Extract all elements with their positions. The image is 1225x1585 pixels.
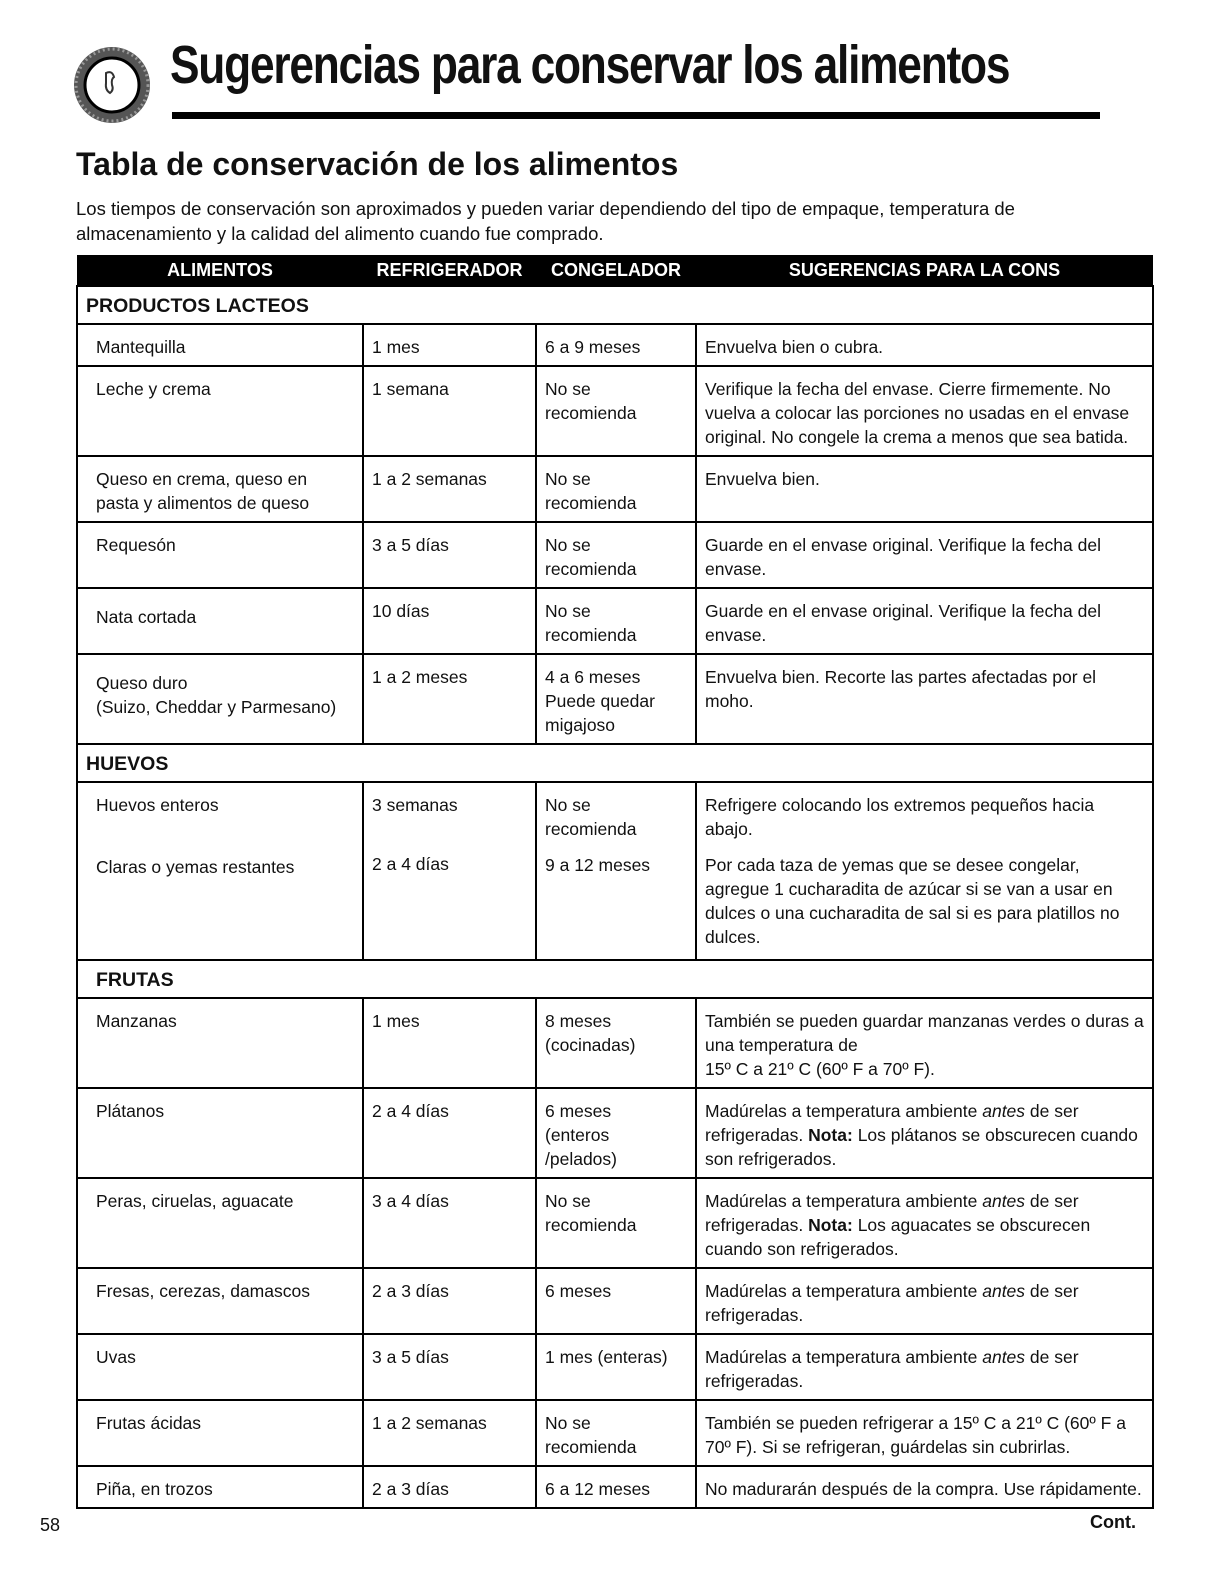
page-number: 58 <box>40 1515 61 1535</box>
table-row <box>77 654 1153 744</box>
tip-text: Madúrelas a temperatura ambiente <box>705 1191 983 1211</box>
table-row <box>77 1466 1153 1508</box>
section-title-eggs: HUEVOS <box>77 744 1153 782</box>
freezer-cell: No se recomienda <box>536 366 696 456</box>
food-cell: Uvas <box>77 1334 363 1400</box>
fridge-cell: 1 a 2 meses <box>363 654 536 744</box>
tip-cell: Envuelva bien o cubra. <box>696 324 1153 366</box>
table-row <box>77 1334 1153 1400</box>
tip-note-label: Nota: <box>808 1125 853 1145</box>
tip-cell: También se pueden refrigerar a 15º C a 21º C (60º F a 70º F). Si se refrigeran, guárdelas sin cubrirlas. <box>696 1400 1153 1466</box>
food-cell: Frutas ácidas <box>77 1400 363 1466</box>
food-cell <box>77 782 363 960</box>
food-cell: Nata cortada <box>77 588 363 654</box>
food-cell: Fresas, cerezas, damascos <box>77 1268 363 1334</box>
table-row <box>77 1268 1153 1334</box>
tip-text: Por cada taza de yemas que se desee congelar, agregue 1 cucharadita de azúcar si se van a usar en dulces o una cucharadita de sal si es para platillos no dulces. <box>705 855 1120 947</box>
freezer-cell: No se recomienda <box>536 1400 696 1466</box>
tip-text: de ser refrigeradas. <box>705 1191 1079 1235</box>
food-cell: Leche y crema <box>77 366 363 456</box>
tip-cell: Guarde en el envase original. Verifique la fecha del envase. <box>696 588 1153 654</box>
tip-emphasis: antes <box>982 1101 1026 1121</box>
tip-cell <box>696 1088 1153 1178</box>
freezer-value: 9 a 12 meses <box>545 855 651 875</box>
fridge-value: 2 a 4 días <box>372 854 449 874</box>
intro-paragraph: Los tiempos de conservación son aproximados y pueden variar dependiendo del tipo de empaque, temperatura de almacenamiento y la calidad del alimento cuando fue comprado. <box>76 198 1015 244</box>
table-row <box>77 998 1153 1088</box>
food-name: Queso duro <box>96 673 188 693</box>
fridge-cell: 1 semana <box>363 366 536 456</box>
table-row <box>77 1178 1153 1268</box>
column-header-food: ALIMENTOS <box>77 255 363 286</box>
fridge-value: 3 semanas <box>372 795 458 815</box>
fridge-cell: 2 a 3 días <box>363 1466 536 1508</box>
fridge-cell: 10 días <box>363 588 536 654</box>
table-row <box>77 366 1153 456</box>
table-row <box>77 522 1153 588</box>
table-row <box>77 782 1153 960</box>
tip-text: 15º C a 21º C (60º F a 70º F). <box>705 1059 935 1079</box>
fridge-cell: 1 mes <box>363 998 536 1088</box>
tip-text: Los aguacates se obscurecen cuando son refrigerados. <box>705 1215 1091 1259</box>
section-title-dairy: PRODUCTOS LACTEOS <box>77 286 1153 324</box>
title-rule <box>172 112 1100 119</box>
continued-label: Cont. <box>1090 1512 1136 1532</box>
tip-cell <box>696 998 1153 1088</box>
freezer-note: Puede quedar migajoso <box>545 691 655 735</box>
tip-note-label: Nota: <box>808 1215 853 1235</box>
food-name: Claras o yemas restantes <box>96 857 295 877</box>
fridge-cell: 2 a 3 días <box>363 1268 536 1334</box>
tip-cell: Envuelva bien. Recorte las partes afectadas por el moho. <box>696 654 1153 744</box>
food-storage-table <box>76 255 1154 1509</box>
freezer-cell <box>536 654 696 744</box>
tip-text: de ser refrigeradas. <box>705 1347 1079 1391</box>
tip-cell: Guarde en el envase original. Verifique la fecha del envase. <box>696 522 1153 588</box>
column-header-tips: SUGERENCIAS PARA LA CONS <box>696 255 1153 286</box>
freezer-cell: 6 meses <box>536 1268 696 1334</box>
tip-text: Madúrelas a temperatura ambiente <box>705 1347 983 1367</box>
food-cell <box>77 654 363 744</box>
tip-cell: Envuelva bien. <box>696 456 1153 522</box>
food-cell: Manzanas <box>77 998 363 1088</box>
freezer-value: 4 a 6 meses <box>545 667 641 687</box>
tip-text: de ser refrigeradas. <box>705 1101 1079 1145</box>
fridge-cell: 3 a 5 días <box>363 1334 536 1400</box>
fridge-cell: 3 a 4 días <box>363 1178 536 1268</box>
freezer-cell: No se recomienda <box>536 1178 696 1268</box>
freezer-cell: No se recomienda <box>536 456 696 522</box>
freezer-cell: No se recomienda <box>536 588 696 654</box>
section-title-fruits: FRUTAS <box>77 960 1153 998</box>
food-cell: Mantequilla <box>77 324 363 366</box>
table-row <box>77 588 1153 654</box>
freezer-cell <box>536 782 696 960</box>
food-name: Huevos enteros <box>96 795 219 815</box>
table-row <box>77 1400 1153 1466</box>
freezer-cell: 6 a 9 meses <box>536 324 696 366</box>
section-row <box>77 286 1153 324</box>
freezer-cell: 6 a 12 meses <box>536 1466 696 1508</box>
tip-cell <box>696 1178 1153 1268</box>
freezer-cell: 1 mes (enteras) <box>536 1334 696 1400</box>
food-cell: Peras, ciruelas, aguacate <box>77 1178 363 1268</box>
table-header-row <box>77 255 1153 286</box>
tip-emphasis: antes <box>982 1347 1026 1367</box>
column-header-fridge: REFRIGERADOR <box>363 255 536 286</box>
page-title: Sugerencias para conservar los alimentos <box>170 35 1010 95</box>
fridge-cell: 1 mes <box>363 324 536 366</box>
fridge-cell <box>363 782 536 960</box>
freezer-cell: No se recomienda <box>536 522 696 588</box>
column-header-freezer: CONGELADOR <box>536 255 696 286</box>
tip-text: de ser refrigeradas. <box>705 1281 1079 1325</box>
tip-emphasis: antes <box>982 1191 1026 1211</box>
food-preservation-dial-icon <box>72 45 152 125</box>
freezer-value: No se recomienda <box>545 795 637 839</box>
section-row <box>77 744 1153 782</box>
fridge-cell: 3 a 5 días <box>363 522 536 588</box>
table-row <box>77 1088 1153 1178</box>
fridge-cell: 1 a 2 semanas <box>363 1400 536 1466</box>
tip-text: Madúrelas a temperatura ambiente <box>705 1101 983 1121</box>
freezer-cell: 6 meses (enteros /pelados) <box>536 1088 696 1178</box>
table-row <box>77 456 1153 522</box>
tip-text: Refrigere colocando los extremos pequeños hacia abajo. <box>705 795 1095 839</box>
tip-text: Los plátanos se obscurecen cuando son refrigerados. <box>705 1125 1138 1169</box>
food-cell: Queso en crema, queso en pasta y alimentos de queso <box>77 456 363 522</box>
food-cell: Requesón <box>77 522 363 588</box>
tip-cell <box>696 1334 1153 1400</box>
food-cell: Plátanos <box>77 1088 363 1178</box>
section-row <box>77 960 1153 998</box>
food-cell: Piña, en trozos <box>77 1466 363 1508</box>
tip-cell <box>696 782 1153 960</box>
tip-text: También se pueden guardar manzanas verdes o duras a una temperatura de <box>705 1011 1144 1055</box>
tip-cell: No madurarán después de la compra. Use rápidamente. <box>696 1466 1153 1508</box>
fridge-cell: 2 a 4 días <box>363 1088 536 1178</box>
table-row <box>77 324 1153 366</box>
tip-cell: Verifique la fecha del envase. Cierre firmemente. No vuelva a colocar las porciones no usadas en el envase original. No congele la crema a menos que sea batida. <box>696 366 1153 456</box>
fridge-cell: 1 a 2 semanas <box>363 456 536 522</box>
tip-text: Madúrelas a temperatura ambiente <box>705 1281 983 1301</box>
freezer-cell: 8 meses (cocinadas) <box>536 998 696 1088</box>
tip-cell <box>696 1268 1153 1334</box>
food-note: (Suizo, Cheddar y Parmesano) <box>96 697 337 717</box>
section-subtitle: Tabla de conservación de los alimentos <box>76 146 679 182</box>
tip-emphasis: antes <box>982 1281 1026 1301</box>
